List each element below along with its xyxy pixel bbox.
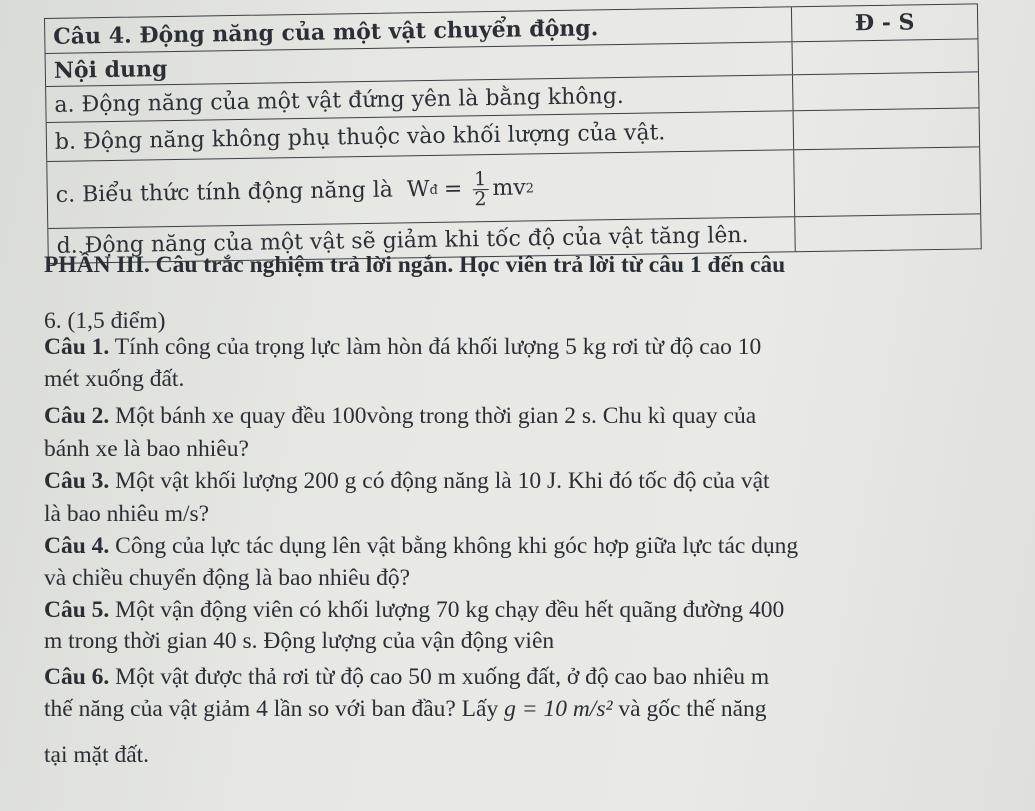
answer-cell (792, 72, 979, 110)
fraction-one-half: $\frac{1}{2}$ (473, 167, 487, 210)
question-6-line-3: tại mặt đất. (44, 742, 150, 768)
section-title-continued: 6. (1,5 điểm) (44, 308, 166, 334)
question-2-line-1: Câu 2. Một bánh xe quay đều 100vòng trong thời gian 2 s. Chu kì quay của (44, 403, 757, 429)
question-5-line-2: m trong thời gian 40 s. Động lượng của vận động viên (44, 628, 555, 654)
gravity-value: g = 10 m/s² (504, 696, 613, 722)
answer-cell (794, 214, 981, 251)
question-1-line-1: Câu 1. Tính công của trọng lực làm hòn đá khối lượng 5 kg rơi từ độ cao 10 (44, 334, 762, 360)
statement-a: a. Động năng của một vật đứng yên là bằng không. (54, 83, 624, 118)
question-6-line-2: thế năng của vật giảm 4 lần so với ban đầu? Lấy g = 10 m/s² và gốc thế năng (44, 696, 767, 722)
statement-d: d. Động năng của một vật sẽ giảm khi tốc độ của vật tăng lên. (56, 222, 749, 259)
question-5-line-1: Câu 5. Một vận động viên có khối lượng 70 kg chạy đều hết quãng đường 400 (44, 597, 785, 623)
kinetic-energy-formula: W đ = $\frac{1}{2}$ mv 2 (406, 167, 535, 210)
section-title: PHẦN III. Câu trắc nghiệm trả lời ngắn. Học viên trả lời từ câu 1 đến câu (44, 252, 786, 278)
content-header: Nội dung (53, 56, 168, 84)
statement-c (47, 150, 794, 228)
answer-cell (793, 108, 980, 149)
question-4-line-1: Câu 4. Công của lực tác dụng lên vật bằng không khi góc hợp giữa lực tác dụng (44, 533, 799, 559)
question-4-line-2: và chiều chuyển động là bao nhiêu độ? (44, 565, 411, 591)
statement-b: b. Động năng không phụ thuộc vào khối lượng của vật. (54, 120, 666, 155)
answer-cell (791, 39, 977, 74)
question-2-line-2: bánh xe là bao nhiêu? (44, 436, 249, 462)
true-false-table (44, 3, 982, 264)
statement-c-text: c. Biểu thức tính động năng là (55, 177, 394, 208)
question-3-line-1: Câu 3. Một vật khối lượng 200 g có động năng là 10 J. Khi đó tốc độ của vật (44, 468, 770, 494)
question-4-title: Câu 4. Động năng của một vật chuyển động. (53, 15, 599, 50)
question-6-line-1: Câu 6. Một vật được thả rơi từ độ cao 50 m xuống đất, ở độ cao bao nhiêu m (44, 664, 770, 690)
answer-cell (793, 147, 980, 216)
question-3-line-2: là bao nhiêu m/s? (44, 501, 210, 527)
question-1-line-2: mét xuống đất. (44, 366, 185, 392)
true-false-header: Đ - S (791, 4, 978, 41)
